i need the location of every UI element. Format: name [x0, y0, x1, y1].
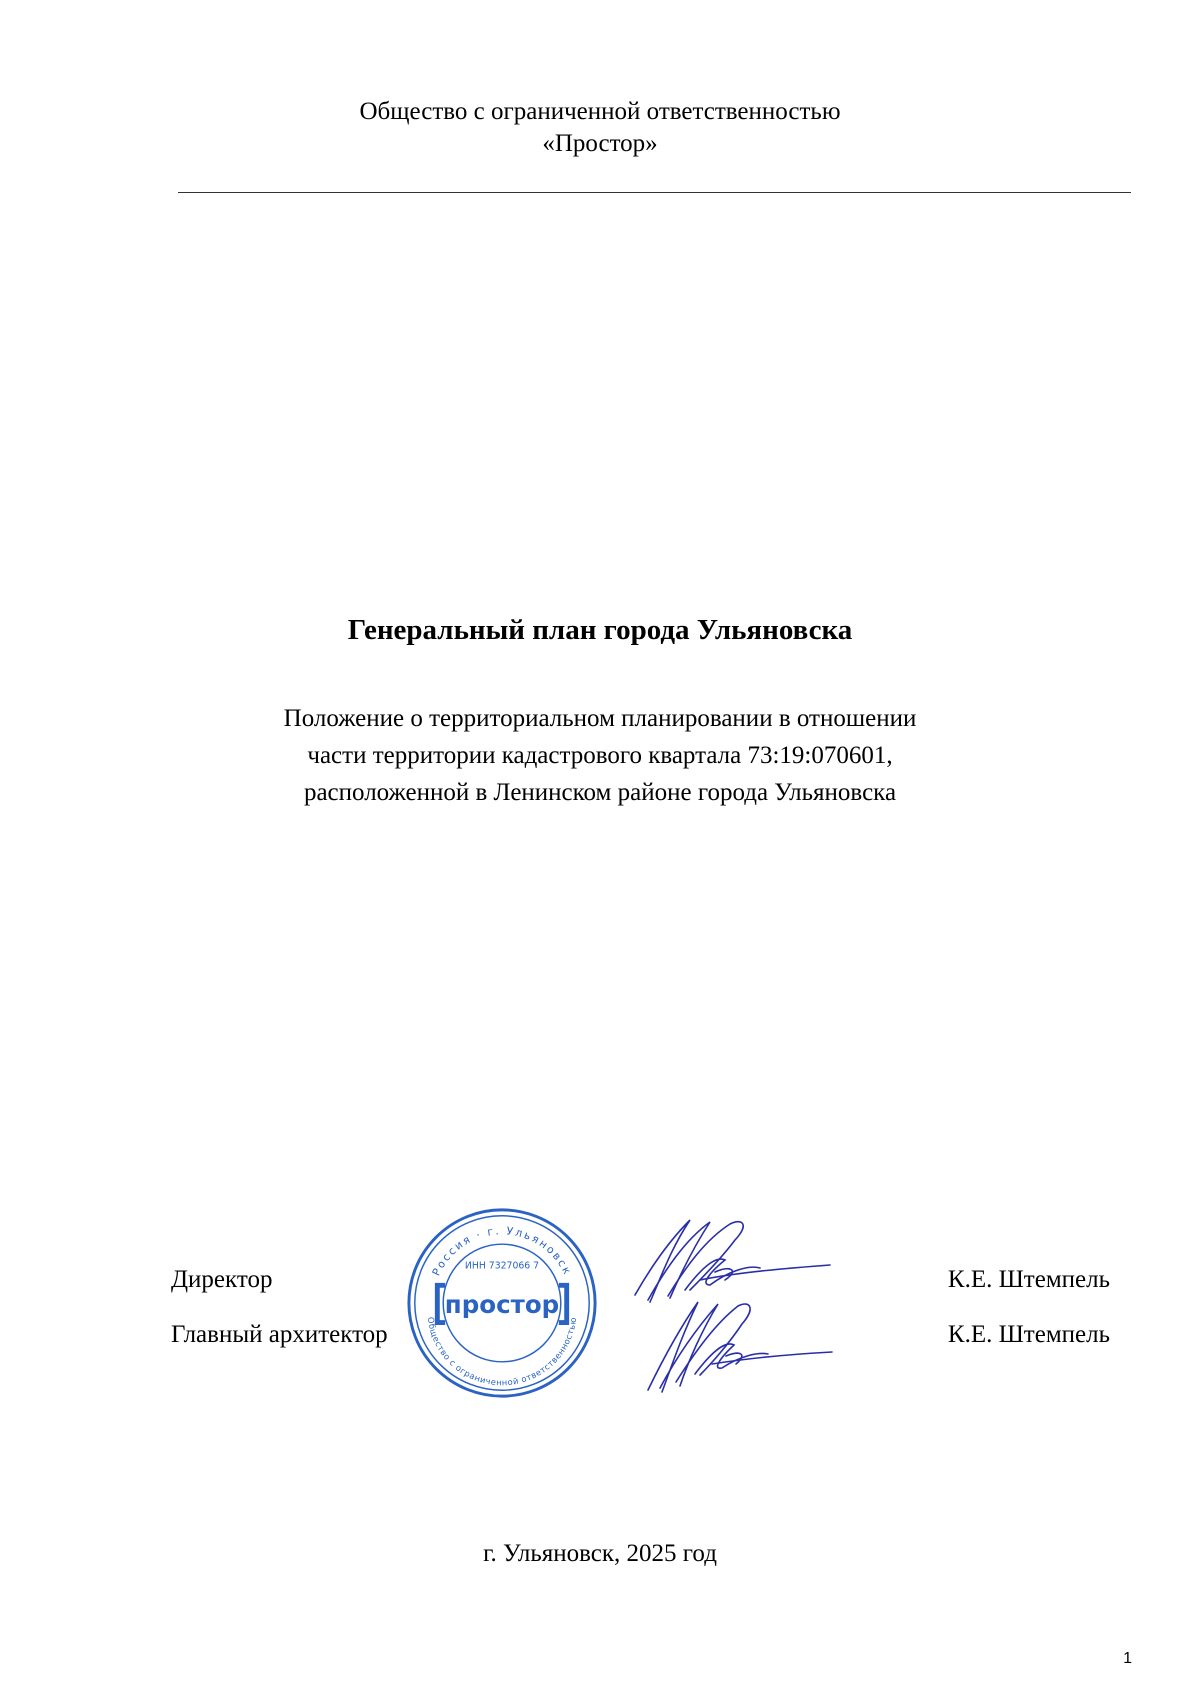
document-title: Генеральный план города Ульяновска: [347, 614, 853, 646]
signatory-name: К.Е. Штемпель: [947, 1266, 1110, 1293]
seal-inn-text: ИНН 7327066 7: [464, 1260, 540, 1272]
seal-center-text: простор: [444, 1289, 560, 1319]
subtitle-line: расположенной в Ленинском районе города Ульяновска: [303, 779, 897, 806]
page-number: 1: [1123, 1650, 1132, 1667]
header-divider: [178, 192, 1131, 193]
signatory-role: Директор: [171, 1266, 273, 1293]
seal-text-group: [426, 1224, 579, 1387]
signatory-role: Главный архитектор: [171, 1321, 388, 1348]
city-and-year: г. Ульяновск, 2025 год: [483, 1540, 717, 1567]
subtitle-line: части территории кадастрового квартала 73:19:070601,: [307, 742, 893, 769]
chief-architect-signature: [640, 1290, 840, 1400]
organization-name: «Простор»: [542, 130, 658, 157]
signature-row-director: [0, 1266, 1200, 1306]
signatory-name: К.Е. Штемпель: [947, 1321, 1110, 1348]
company-seal: [404, 1205, 600, 1401]
seal-ring-bottom-text: Общество с ограниченной ответственностью: [425, 1316, 579, 1388]
document-subtitle: [0, 700, 1200, 811]
organization-header: [0, 96, 1200, 160]
subtitle-line: Положение о территориальном планировании в отношении: [283, 705, 917, 732]
seal-ring-top-text: Россия · г. Ульяновск: [429, 1224, 575, 1278]
organization-type: Общество с ограниченной ответственностью: [359, 98, 841, 125]
signature-row-chief-architect: [0, 1321, 1200, 1361]
signature-strokes: [648, 1302, 832, 1392]
